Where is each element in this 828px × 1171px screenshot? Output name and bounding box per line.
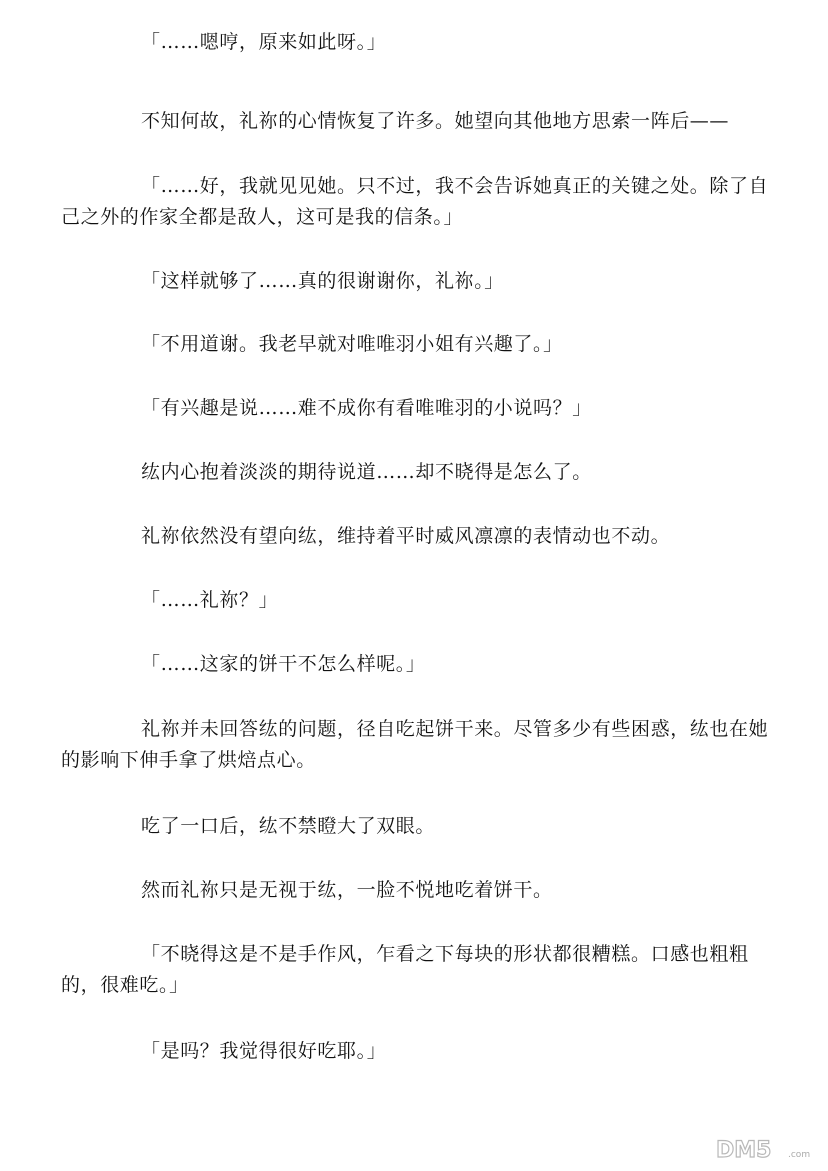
- paragraph-10: 「……这家的饼干不怎么样呢。」: [141, 653, 426, 675]
- paragraph-11: 礼祢并未回答纮的问题，径自吃起饼干来。尽管多少有些困惑，纮也在她的影响下伸手拿了烘焙点心。: [61, 718, 769, 771]
- paragraph-5: 「不用道谢。我老早就对唯唯羽小姐有兴趣了。」: [141, 333, 563, 355]
- paragraph-6: 「有兴趣是说……难不成你有看唯唯羽的小说吗？」: [141, 397, 592, 419]
- paragraph-12: 吃了一口后，纮不禁瞪大了双眼。: [141, 815, 436, 837]
- paragraph-7: 纮内心抱着淡淡的期待说道……却不晓得是怎么了。: [141, 461, 592, 483]
- paragraph-3: 「……好，我就见见她。只不过，我不会告诉她真正的关键之处。除了自己之外的作家全都是敌人，这可是我的信条。」: [61, 175, 769, 228]
- paragraph-8: 礼祢依然没有望向纮，维持着平时威风凛凛的表情动也不动。: [141, 525, 671, 547]
- paragraph-4: 「这样就够了……真的很谢谢你，礼祢。」: [141, 270, 504, 292]
- paragraph-9: 「……礼祢？」: [141, 589, 279, 611]
- watermark-suffix: .com: [788, 1150, 811, 1160]
- dm5-watermark-logo: [714, 1133, 820, 1163]
- paragraph-15: 「是吗？我觉得很好吃耶。」: [141, 1040, 387, 1062]
- paragraph-2: 不知何故，礼祢的心情恢复了许多。她望向其他地方思索一阵后——: [141, 110, 730, 132]
- watermark-logo-text: DM5: [716, 1138, 772, 1163]
- paragraph-13: 然而礼祢只是无视于纮，一脸不悦地吃着饼干。: [141, 879, 553, 901]
- paragraph-14: 「不晓得这是不是手作风，乍看之下每块的形状都很糟糕。口感也粗粗的，很难吃。」: [61, 943, 749, 996]
- paragraph-1: 「……嗯哼，原来如此呀。」: [141, 31, 387, 53]
